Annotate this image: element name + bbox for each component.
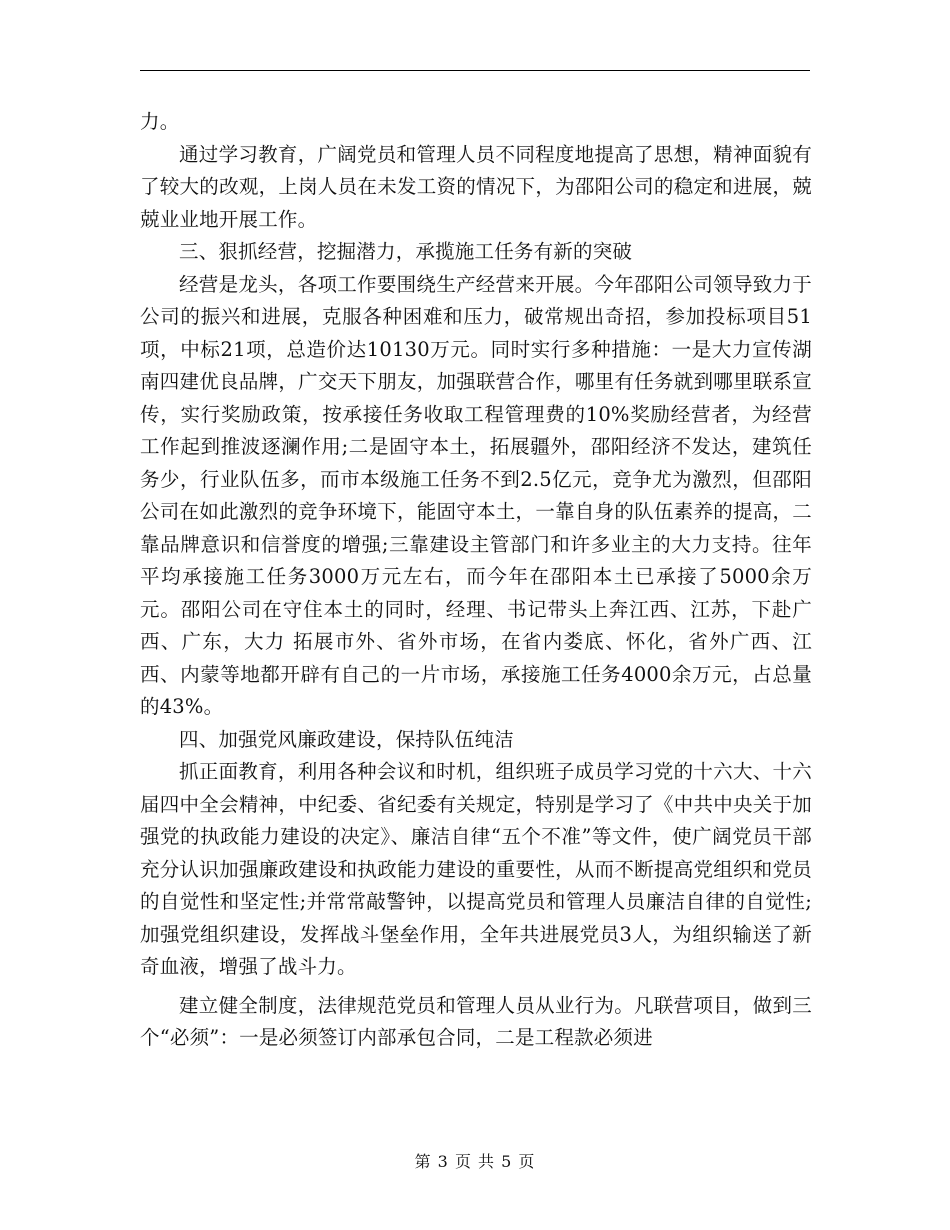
page-number-footer: 第 3 页 共 5 页 bbox=[414, 1152, 536, 1171]
paragraph-regulations: 建立健全制度，法律规范党员和管理人员从业行为。凡联营项目，做到三个“必须”：一是必须签订内部承包合同，二是工程款必须进 bbox=[140, 993, 812, 1049]
header-rule bbox=[140, 70, 810, 71]
paragraph-continuation: 力。 bbox=[140, 110, 180, 133]
section-heading-4: 四、加强党风廉政建设，保持队伍纯洁 bbox=[179, 727, 514, 751]
paragraph-operations: 经营是龙头，各项工作要围绕生产经营来开展。今年邵阳公司领导致力于公司的振兴和进展，克服各种困难和压力，破常规出奇招，参加投标项目51 项，中标21项，总造价达10130万元。同时实行多种措施：一是大力宣传湖南四建优良品牌，广交天下朋友，加强联营合作，哪里有任务就到哪里联系宣传，实行奖励政策，按承接任务收取工程管理费的10%奖励经营者，为经营工作起到推波逐澜作用;二是固守本土，拓展疆外，邵阳经济不发达，建筑任务少，行业队伍多，而市本级施工任务不到2.5亿元，竞争尤为激烈，但邵阳公司在如此激烈的竞争环境下，能固守本土，一靠自身的队伍素养的提高，二靠品牌意识和信誉度的增强;三靠建设主管部门和许多业主的大力支持。往年平均承接施工任务3000万元左右，而今年在邵阳本土已承接了5000余万元。邵阳公司在守住本土的同时，经理、书记带头上奔江西、江苏，下赴广西、广东，大力 拓展市外、省外市场，在省内娄底、怀化，省外广西、江西、内蒙等地都开辟有自己的一片市场，承接施工任务4000余万元，占总量的43%。 bbox=[140, 272, 812, 718]
paragraph-education: 抓正面教育，利用各种会议和时机，组织班子成员学习党的十六大、十六届四中全会精神，中纪委、省纪委有关规定，特别是学习了《中共中央关于加强党的执政能力建设的决定》、廉洁自律“五个不准”等文件，使广阔党员干部充分认识加强廉政建设和执政能力建设的重要性，从而不断提高党组织和党员的自觉性和坚定性;并常常敲警钟，以提高党员和管理人员廉洁自律的自觉性;加强党组织建设，发挥战斗堡垒作用，全年共进展党员3人，为组织输送了新奇血液，增强了战斗力。 bbox=[140, 760, 812, 978]
paragraph-study-education: 通过学习教育，广阔党员和管理人员不同程度地提高了思想，精神面貌有了较大的改观，上岗人员在未发工资的情况下，为邵阳公司的稳定和进展，兢兢业业地开展工作。 bbox=[140, 142, 812, 231]
section-heading-3: 三、狠抓经营，挖掘潜力，承揽施工任务有新的突破 bbox=[179, 240, 633, 263]
document-body bbox=[140, 106, 812, 1055]
